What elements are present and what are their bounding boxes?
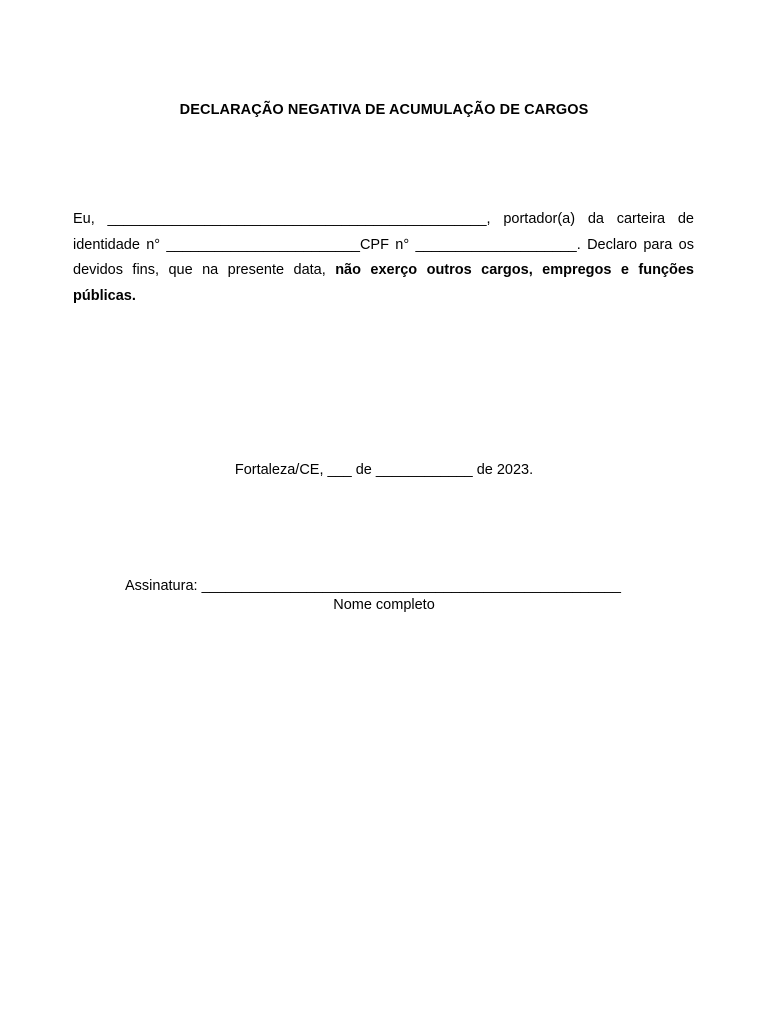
declaration-text: Eu, _______________________________________________, portador(a) da carteira de identidade n° ________________________CPF n° ____________________. Declaro para os devidos fins, que na presente data,: [73, 211, 694, 279]
date-line: Fortaleza/CE, ___ de ____________ de 2023.: [234, 462, 534, 478]
signature-caption: Nome completo: [333, 597, 435, 613]
declaration-bold-text: não exerço outros cargos, empregos e funções públicas.: [73, 262, 694, 305]
declaration-paragraph: [73, 207, 694, 310]
document-title: DECLARAÇÃO NEGATIVA DE ACUMULAÇÃO DE CARGOS: [179, 102, 589, 118]
signature-line: Assinatura: ____________________________________________________: [125, 578, 621, 594]
